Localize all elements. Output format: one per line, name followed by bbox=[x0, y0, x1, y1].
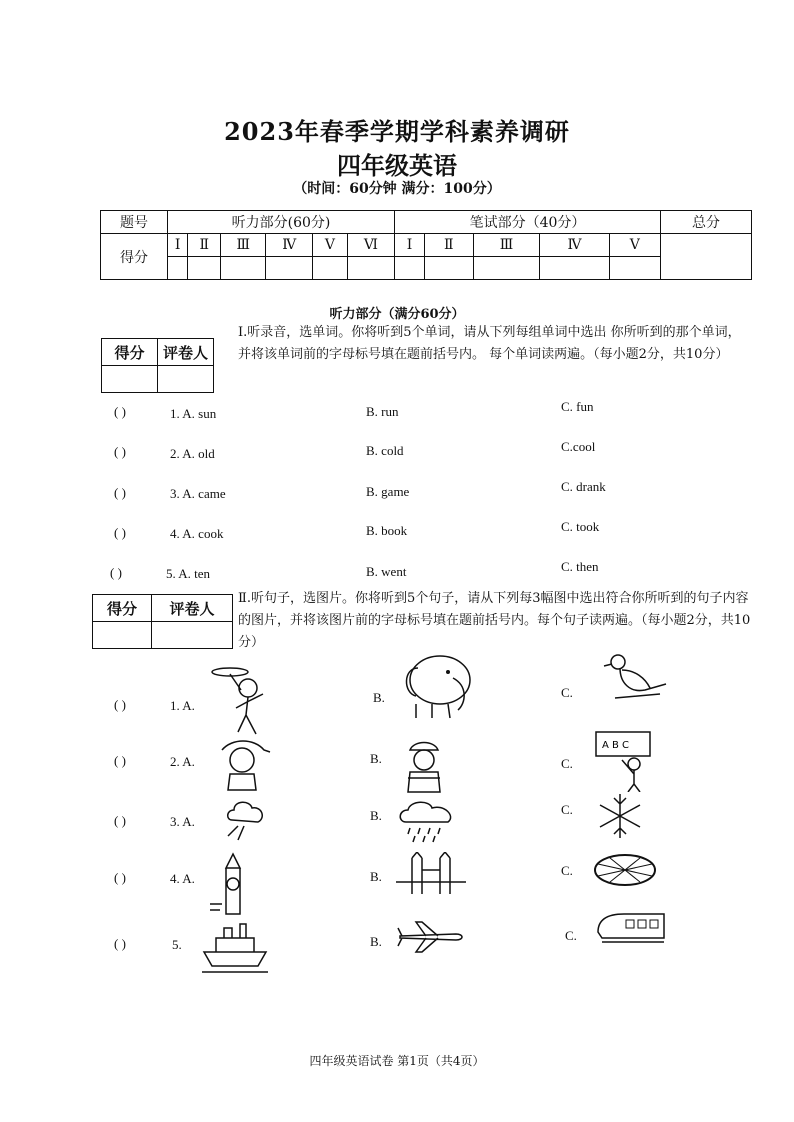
option-c: C. then bbox=[561, 559, 599, 574]
score-cell[interactable] bbox=[425, 257, 473, 280]
answer-paren[interactable]: ( ) bbox=[114, 525, 126, 540]
option-a: 5. bbox=[172, 937, 182, 952]
exam-subtitle: 四年级英语 bbox=[337, 151, 457, 180]
option-a: 4. A. bbox=[170, 871, 195, 886]
rain-cloud-icon bbox=[396, 798, 460, 844]
answer-paren[interactable]: ( ) bbox=[114, 813, 126, 828]
score-table-question-label: 题号 bbox=[101, 211, 168, 234]
exam-info: （时间：60分钟 满分：100分） bbox=[293, 181, 501, 197]
listening-heading: 听力部分（满分60分） bbox=[329, 307, 465, 322]
score-cell[interactable] bbox=[266, 257, 313, 280]
page-footer: 四年级英语试卷 第1页（共4页） bbox=[309, 1054, 485, 1068]
score-cell[interactable] bbox=[221, 257, 266, 280]
option-a: 4. A. cook bbox=[170, 526, 224, 541]
score-cell[interactable] bbox=[347, 257, 394, 280]
option-c: C. fun bbox=[561, 399, 594, 414]
grader-name-label: 评卷人 bbox=[158, 339, 214, 366]
option-b: B. went bbox=[366, 564, 407, 579]
option-a: 3. A. bbox=[170, 814, 195, 829]
score-col: Ⅳ bbox=[540, 234, 609, 257]
score-cell[interactable] bbox=[473, 257, 540, 280]
wind-cloud-icon bbox=[222, 796, 270, 844]
option-c: C. bbox=[561, 756, 573, 771]
option-c: C. took bbox=[561, 519, 600, 534]
option-b: B. bbox=[370, 751, 382, 766]
option-b: B. cold bbox=[366, 443, 404, 458]
answer-paren[interactable]: ( ) bbox=[114, 697, 126, 712]
score-cell[interactable] bbox=[313, 257, 348, 280]
option-a: 1. A. bbox=[170, 698, 195, 713]
grader-box-2 bbox=[92, 594, 233, 649]
tower-bridge-icon bbox=[396, 852, 466, 898]
answer-paren[interactable]: ( ) bbox=[114, 870, 126, 885]
cook-child-icon bbox=[396, 738, 452, 794]
big-ben-icon bbox=[208, 852, 258, 918]
option-a: 2. A. bbox=[170, 754, 195, 769]
score-cell[interactable] bbox=[395, 257, 425, 280]
score-col: Ⅵ bbox=[347, 234, 394, 257]
ship-icon bbox=[200, 918, 270, 974]
option-c: C. bbox=[561, 802, 573, 817]
option-b: B. bbox=[370, 808, 382, 823]
score-col: Ⅴ bbox=[313, 234, 348, 257]
answer-paren[interactable]: ( ) bbox=[114, 485, 126, 500]
score-col: Ⅴ bbox=[609, 234, 660, 257]
elephant-icon bbox=[398, 648, 480, 720]
score-col: Ⅰ bbox=[168, 234, 188, 257]
option-b: B. run bbox=[366, 404, 399, 419]
option-a: 2. A. old bbox=[170, 446, 215, 461]
grader-box-1 bbox=[101, 338, 214, 393]
score-cell[interactable] bbox=[188, 257, 221, 280]
option-b: B. bbox=[373, 690, 385, 705]
section1-instruction: Ⅰ.听录音，选单词。你将听到5个单词，请从下列每组单词中选出 你所听到的那个单词，并将该单词前的字母标号填在题前括号内。 每个单词读两遍。（每小题2分，共10分） bbox=[238, 325, 741, 362]
grader-name-label: 评卷人 bbox=[152, 595, 233, 622]
grader-name-cell[interactable] bbox=[158, 366, 214, 393]
score-col: Ⅰ bbox=[395, 234, 425, 257]
score-cell[interactable] bbox=[609, 257, 660, 280]
score-table-listening: 听力部分(60分) bbox=[168, 211, 395, 234]
score-table bbox=[100, 210, 752, 280]
score-col: Ⅳ bbox=[266, 234, 313, 257]
train-icon bbox=[594, 908, 668, 948]
answer-paren[interactable]: ( ) bbox=[114, 936, 126, 951]
score-col: Ⅲ bbox=[473, 234, 540, 257]
score-cell[interactable] bbox=[168, 257, 188, 280]
option-c: C. bbox=[561, 685, 573, 700]
dancing-child-icon bbox=[208, 660, 278, 740]
grader-score-label: 得分 bbox=[93, 595, 152, 622]
score-cell[interactable] bbox=[540, 257, 609, 280]
exam-title: 2023年春季学期学科素养调研 bbox=[224, 117, 570, 146]
grader-name-cell[interactable] bbox=[152, 622, 233, 649]
option-b: B. book bbox=[366, 523, 408, 538]
answer-paren[interactable]: ( ) bbox=[114, 444, 126, 459]
option-b: B. bbox=[370, 869, 382, 884]
score-col: Ⅲ bbox=[221, 234, 266, 257]
score-col: Ⅱ bbox=[188, 234, 221, 257]
total-score-cell[interactable] bbox=[661, 234, 752, 280]
svg-text:A B C: A B C bbox=[602, 740, 630, 751]
teacher-blackboard-icon bbox=[592, 730, 654, 792]
option-b: B. game bbox=[366, 484, 410, 499]
answer-paren[interactable]: ( ) bbox=[114, 404, 126, 419]
answer-paren[interactable]: ( ) bbox=[110, 565, 122, 580]
answer-paren[interactable]: ( ) bbox=[114, 753, 126, 768]
section2-instruction: Ⅱ.听句子，选图片。你将听到5个句子，请从下列每3幅图中选出符合你所听到的句子内容的图片，并将该图片前的字母标号填在题前括号内。每个句子读两遍。（每小题2分，共10分） bbox=[238, 591, 751, 650]
score-col: Ⅱ bbox=[425, 234, 473, 257]
grader-score-cell[interactable] bbox=[93, 622, 152, 649]
grader-score-cell[interactable] bbox=[102, 366, 158, 393]
birds-nest-stadium-icon bbox=[592, 850, 658, 890]
option-c: C.cool bbox=[561, 439, 596, 454]
child-with-cap-icon bbox=[212, 736, 274, 792]
option-c: C. bbox=[561, 863, 573, 878]
score-table-writing: 笔试部分（40分） bbox=[395, 211, 661, 234]
option-a: 1. A. sun bbox=[170, 406, 217, 421]
score-table-score-label: 得分 bbox=[101, 234, 168, 280]
option-c: C. drank bbox=[561, 479, 606, 494]
bird-icon bbox=[600, 648, 670, 710]
snowflake-icon bbox=[596, 792, 644, 840]
option-b: B. bbox=[370, 934, 382, 949]
option-a: 3. A. came bbox=[170, 486, 226, 501]
airplane-icon bbox=[396, 920, 466, 954]
grader-score-label: 得分 bbox=[102, 339, 158, 366]
option-c: C. bbox=[565, 928, 577, 943]
option-a: 5. A. ten bbox=[166, 566, 211, 581]
score-table-total: 总分 bbox=[661, 211, 752, 234]
